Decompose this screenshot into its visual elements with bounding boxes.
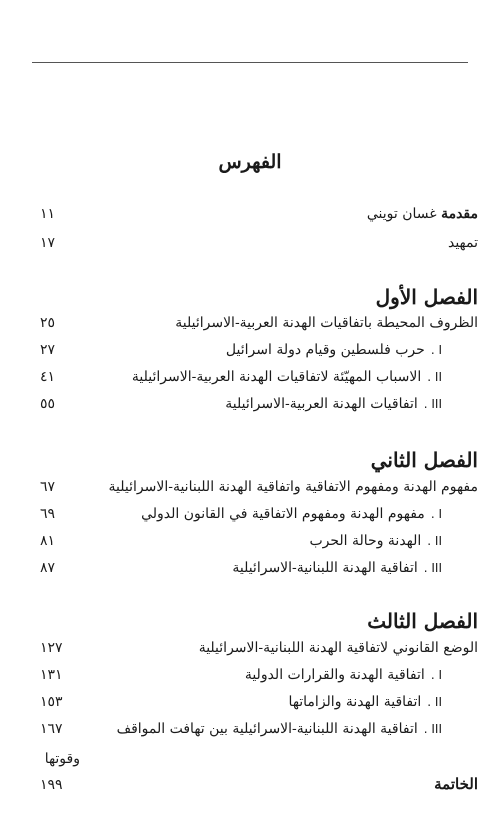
toc-entry-conclusion [40, 775, 478, 799]
toc-entry-chapter-2-main [40, 479, 478, 503]
page-number: ١١ [40, 206, 56, 222]
entry-text: غسان تويني [366, 206, 437, 222]
item-numeral: III . [423, 397, 442, 411]
page-number: ٢٧ [40, 342, 56, 358]
item-numeral: I . [430, 343, 442, 357]
entry-text: اتفاقية الهدنة والزاماتها [288, 694, 422, 710]
entry-text: الوضع القانوني لاتفاقية الهدنة اللبنانية-الاسرائيلية [198, 640, 478, 656]
page-number: ١٥٣ [40, 694, 63, 710]
item-numeral: III . [423, 722, 442, 736]
page-number: ٢٥ [40, 315, 56, 331]
toc-entry-chapter-2-item-3 [40, 560, 478, 584]
toc-entry-chapter-1-main [40, 315, 478, 339]
entry-text: تمهيد [447, 235, 478, 251]
entry-text: اتفاقية الهدنة اللبنانية-الاسرائيلية بين تهافت المواقف [116, 721, 418, 737]
toc-entry-chapter-3-item-3 [40, 721, 478, 745]
entry-text: مفهوم الهدنة ومفهوم الاتفاقية في القانون الدولي [141, 506, 425, 522]
toc-entry-chapter-3-main [40, 640, 478, 664]
entry-text: الظروف المحيطة باتفاقيات الهدنة العربية-الاسرائيلية [175, 315, 478, 331]
page-number: ٥٥ [40, 396, 56, 412]
toc-entry-chapter-2-item-2 [40, 533, 478, 557]
entry-text: الاسباب المهيّئة لاتفاقيات الهدنة العربية-الاسرائيلية [131, 369, 422, 385]
toc-entry-chapter-1-item-3 [40, 396, 478, 420]
entry-text: الخاتمة [434, 775, 478, 793]
page-number: ٨١ [40, 533, 56, 549]
toc-entry-chapter-2-item-1 [40, 506, 478, 530]
page-number: ١٦٧ [40, 721, 63, 737]
item-numeral: I . [430, 668, 442, 682]
entry-continuation: وقوتها [44, 751, 80, 767]
page-number: ١٧ [40, 235, 56, 251]
page-number: ٤١ [40, 369, 56, 385]
item-numeral: II . [427, 534, 442, 548]
entry-bold-label: مقدمة [441, 206, 478, 222]
page-number: ١٩٩ [40, 777, 63, 793]
entry-text: اتفاقية الهدنة والقرارات الدولية [244, 667, 425, 683]
chapter-heading-2: الفصل الثاني [370, 448, 478, 472]
toc-entry-chapter-1-item-2 [40, 369, 478, 393]
toc-entry-chapter-3-item-1 [40, 667, 478, 691]
page-number: ٦٩ [40, 506, 56, 522]
page-number: ١٣١ [40, 667, 63, 683]
entry-text: حرب فلسطين وقيام دولة اسرائيل [225, 342, 425, 358]
page-number: ٨٧ [40, 560, 56, 576]
chapter-heading-1: الفصل الأول [375, 285, 478, 309]
item-numeral: II . [427, 370, 442, 384]
entry-text: اتفاقية الهدنة اللبنانية-الاسرائيلية [232, 560, 418, 576]
top-rule [32, 62, 468, 63]
entry-text: مفهوم الهدنة ومفهوم الاتفاقية واتفاقية الهدنة اللبنانية-الاسرائيلية [108, 479, 478, 495]
page-number: ٦٧ [40, 479, 56, 495]
item-numeral: III . [423, 561, 442, 575]
toc-entry-introduction [40, 206, 478, 230]
item-numeral: I . [430, 507, 442, 521]
page-number: ١٢٧ [40, 640, 63, 656]
toc-entry-preface [40, 235, 478, 259]
entry-text: الهدنة وحالة الحرب [309, 533, 422, 549]
toc-entry-chapter-3-item-2 [40, 694, 478, 718]
entry-text: اتفاقيات الهدنة العربية-الاسرائيلية [225, 396, 418, 412]
page-title: الفهرس [218, 151, 282, 173]
item-numeral: II . [427, 695, 442, 709]
chapter-heading-3: الفصل الثالث [367, 609, 478, 633]
toc-entry-chapter-1-item-1 [40, 342, 478, 366]
